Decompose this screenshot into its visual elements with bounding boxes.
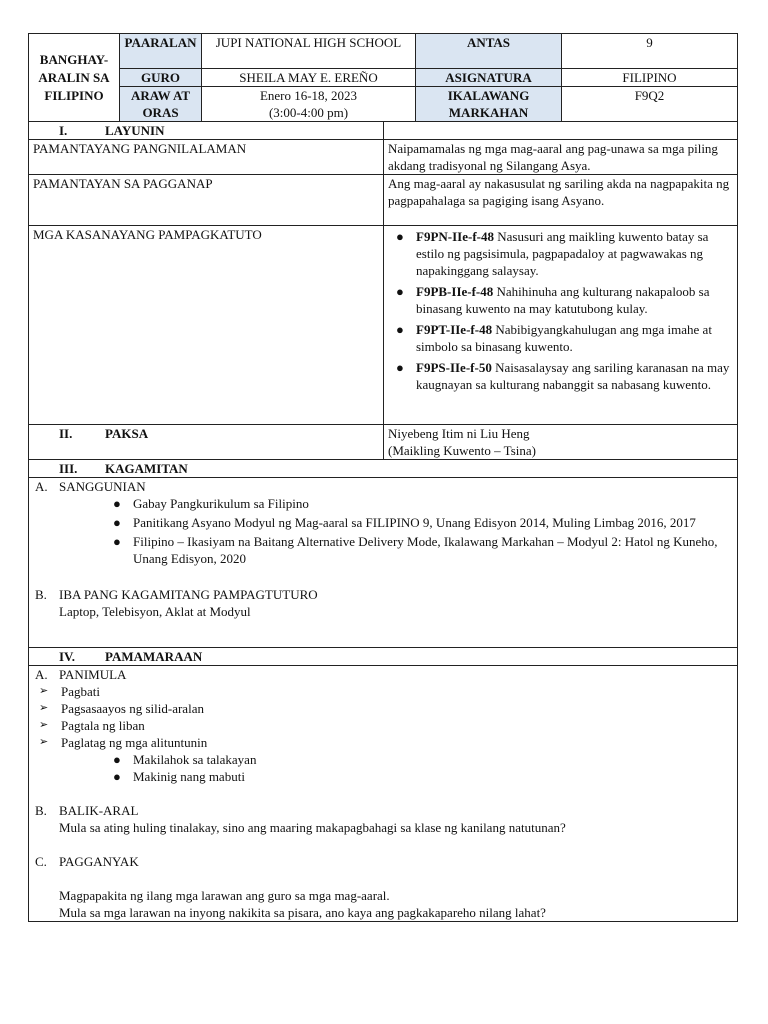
sanggunian-title: SANGGUNIAN: [59, 479, 146, 494]
panimula-list: [33, 683, 733, 751]
pagganyak-text-1: Magpapakita ng ilang mga larawan ang guro sa mga mag-aaral.: [59, 888, 390, 903]
panimula-item: ➢ Pagtala ng liban: [39, 718, 145, 733]
alituntunin-item: ● Makinig nang mabuti: [113, 769, 245, 784]
paksa-value: [384, 425, 738, 460]
section-number: III.: [59, 461, 78, 476]
kagamitan-content: [29, 478, 738, 648]
kasanayan-item: [396, 283, 733, 317]
kasanayan-label: MGA KASANAYANG PAMPAGKATUTO: [29, 226, 384, 425]
sanggunian-item: ● Filipino – Ikasiyam na Baitang Alternative Delivery Mode, Ikalawang Markahan – Modyul 2: Hatol ng Kuneho, Unang Edisyon, 2020: [113, 534, 718, 566]
item-letter: B.: [35, 803, 47, 818]
section-title: KAGAMITAN: [105, 461, 188, 476]
balik-aral-heading: [33, 802, 733, 819]
arrow-bullet-icon: ➢: [39, 719, 49, 731]
pagganyak-text-2: Mula sa mga larawan na inyong nakikita sa pisara, ano kaya ang pagkakapareho nilang lahat?: [59, 905, 546, 920]
panimula-item: ➢ Pagbati: [39, 684, 100, 699]
kasanayan-list-cell: [384, 226, 738, 425]
bullet-dot-icon: ●: [396, 284, 404, 299]
panimula-item: ➢ Paglatag ng mga alituntunin: [39, 735, 208, 750]
pagganyak-heading: [33, 853, 733, 870]
sanggunian-item: ● Panitikang Asyano Modyul ng Mag-aaral sa FILIPINO 9, Unang Edisyon 2014, Muling Limbag 2016, 2017: [113, 515, 696, 530]
pamamaraan-content: [29, 666, 738, 922]
section-pamamaraan-header: [29, 648, 738, 666]
section-number: IV.: [59, 649, 76, 664]
bullet-dot-icon: ●: [113, 496, 121, 511]
section-kagamitan-header: [29, 460, 738, 478]
section-title: PAKSA: [105, 426, 149, 441]
section-layunin-header: [29, 122, 384, 140]
panimula-item: ➢ Pagsasaayos ng silid-aralan: [39, 701, 204, 716]
alituntunin-item: ● Makilahok sa talakayan: [113, 752, 257, 767]
lesson-plan-document: [28, 33, 737, 922]
iba-pang-kagamitan-heading: [33, 586, 733, 603]
paksa-line-2: (Maikling Kuwento – Tsina): [388, 443, 536, 458]
bullet-dot-icon: ●: [396, 229, 404, 244]
sanggunian-list: [33, 495, 733, 567]
competency-text: Nasusuri ang maikling kuwento batay sa estilo ng pagsisimula, pagpapadaloy at pagwawakas ng napakinggang salaysay.: [416, 229, 709, 278]
panimula-heading: [33, 666, 733, 683]
asignatura-label: ASIGNATURA: [416, 69, 562, 87]
markahan-value: F9Q2: [562, 87, 738, 122]
section-title: LAYUNIN: [105, 123, 165, 138]
pangnilalaman-value: Naipamamalas ng mga mag-aaral ang pag-unawa sa mga piling akdang tradisyonal ng Silangang Asya.: [384, 140, 738, 175]
section-title: PAMAMARAAN: [105, 649, 203, 664]
pagganap-label: PAMANTAYAN SA PAGGANAP: [29, 175, 384, 226]
paaralan-value: JUPI NATIONAL HIGH SCHOOL: [202, 34, 416, 69]
bullet-dot-icon: ●: [113, 534, 121, 549]
bullet-dot-icon: ●: [113, 752, 121, 767]
item-letter: B.: [35, 587, 47, 602]
araw-label: ARAW AT ORAS: [120, 87, 202, 122]
paaralan-label: PAARALAN: [120, 34, 202, 69]
antas-label: ANTAS: [416, 34, 562, 69]
bullet-dot-icon: ●: [113, 769, 121, 784]
kasanayan-item: [396, 359, 733, 393]
lesson-body-table: [28, 121, 738, 922]
kasanayan-item: [396, 228, 733, 279]
balik-aral-text: Mula sa ating huling tinalakay, sino ang maaring makapagbahagi sa klase ng kanilang natutunan?: [59, 820, 566, 835]
competency-text: Nahihinuha ang kulturang nakapaloob sa binasang kuwento na may katutubong kulay.: [416, 284, 710, 316]
bullet-dot-icon: ●: [113, 515, 121, 530]
item-letter: A.: [35, 667, 48, 682]
kasanayan-list: [388, 228, 733, 393]
panimula-title: PANIMULA: [59, 667, 127, 682]
bullet-dot-icon: ●: [396, 360, 404, 375]
empty-cell: [384, 122, 738, 140]
pagganap-value: Ang mag-aaral ay nakasusulat ng sariling akda na nagpapakita ng pagpapahalaga sa pagiging isang Asyano.: [384, 175, 738, 226]
competency-code: F9PB-IIe-f-48: [416, 284, 494, 299]
section-paksa-header: [29, 425, 384, 460]
pangnilalaman-label: PAMANTAYANG PANGNILALAMAN: [29, 140, 384, 175]
guro-label: GURO: [120, 69, 202, 87]
document-title: BANGHAY-ARALIN SA FILIPINO: [29, 34, 120, 122]
competency-code: F9PN-IIe-f-48: [416, 229, 494, 244]
section-number: I.: [59, 123, 68, 138]
bullet-dot-icon: ●: [396, 322, 404, 337]
araw-time: (3:00-4:00 pm): [268, 105, 349, 120]
iba-pang-kagamitan-title: IBA PANG KAGAMITANG PAMPAGTUTURO: [59, 587, 318, 602]
competency-code: F9PT-IIe-f-48: [416, 322, 493, 337]
kasanayan-item: [396, 321, 733, 355]
arrow-bullet-icon: ➢: [39, 702, 49, 714]
section-number: II.: [59, 426, 73, 441]
competency-text: Naisasalaysay ang sariling karanasan na may kaugnayan sa kulturang nabanggit sa nabasang kuwento.: [416, 360, 730, 392]
antas-value: 9: [562, 34, 738, 69]
pagganyak-title: PAGGANYAK: [59, 854, 139, 869]
markahan-label: IKALAWANG MARKAHAN: [416, 87, 562, 122]
araw-value: [202, 87, 416, 122]
header-table: [28, 33, 738, 122]
sanggunian-item: ● Gabay Pangkurikulum sa Filipino: [113, 496, 309, 511]
sanggunian-heading: [33, 478, 733, 495]
item-letter: A.: [35, 479, 48, 494]
asignatura-value: FILIPINO: [562, 69, 738, 87]
balik-aral-title: BALIK-ARAL: [59, 803, 139, 818]
iba-pang-kagamitan-text: Laptop, Telebisyon, Aklat at Modyul: [59, 604, 251, 619]
competency-code: F9PS-IIe-f-50: [416, 360, 492, 375]
arrow-bullet-icon: ➢: [39, 685, 49, 697]
arrow-bullet-icon: ➢: [39, 736, 49, 748]
araw-date: Enero 16-18, 2023: [259, 88, 358, 103]
paksa-line-1: Niyebeng Itim ni Liu Heng: [388, 426, 530, 441]
item-letter: C.: [35, 854, 47, 869]
alituntunin-list: [33, 751, 733, 785]
guro-value: SHEILA MAY E. EREÑO: [202, 69, 416, 87]
competency-text: Nabibigyangkahulugan ang mga imahe at simbolo sa binasang kuwento.: [416, 322, 712, 354]
